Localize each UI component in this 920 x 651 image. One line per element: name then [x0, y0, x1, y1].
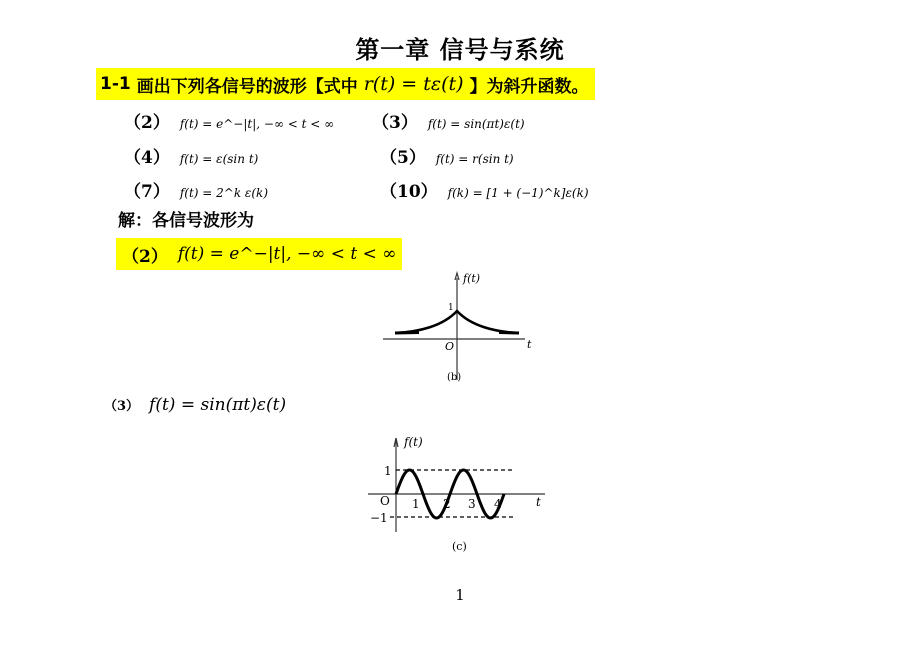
x-tick-2: 2 [443, 497, 451, 511]
item-10 [380, 177, 589, 202]
item-5 [380, 143, 514, 168]
solution-label: （2） [122, 246, 168, 267]
figure-b [375, 268, 545, 386]
item-label: （4） [124, 148, 170, 168]
x-tick-1: 1 [412, 497, 420, 511]
solution-part-3 [104, 395, 286, 415]
figure-c [360, 428, 555, 558]
y-pos-label: 1 [384, 464, 392, 478]
item-label: （2） [124, 113, 170, 133]
item-formula: f(t) = e^−|t|, −∞ < t < ∞ [179, 117, 335, 131]
problem-text-after: 】为斜升函数。 [469, 76, 589, 97]
item-label: （10） [380, 182, 438, 202]
item-2 [124, 108, 334, 133]
x-label: t [527, 338, 532, 351]
left-tail [395, 333, 419, 334]
item-formula: f(t) = 2^k ε(k) [179, 186, 269, 200]
item-label: （3） [372, 113, 418, 133]
origin-label: O [380, 494, 390, 508]
x-tick-4: 4 [494, 497, 502, 511]
ramp-formula: r(t) = tε(t) [363, 73, 464, 95]
solution-heading: 解：各信号波形为 [118, 211, 254, 231]
item-formula: f(t) = r(sin t) [435, 152, 514, 166]
right-tail [499, 333, 519, 334]
item-formula: f(t) = ε(sin t) [179, 152, 259, 166]
item-label: （7） [124, 182, 170, 202]
problem-statement [96, 68, 595, 100]
x-label: t [536, 495, 541, 509]
y-label: f(t) [404, 435, 423, 449]
caption-b: (b) [447, 372, 462, 383]
caption-c: (c) [452, 540, 467, 553]
y-neg-label: −1 [370, 511, 388, 525]
item-7 [124, 177, 268, 202]
problem-number: 1-1 [100, 74, 131, 94]
page-title: 第一章 信号与系统 [355, 36, 565, 64]
item-formula: f(k) = [1 + (−1)^k]ε(k) [447, 186, 589, 200]
solution-formula: f(t) = e^−|t|, −∞ < t < ∞ [177, 244, 397, 264]
item-label: （5） [380, 148, 426, 168]
item-3 [372, 108, 525, 133]
peak-label: 1 [448, 303, 454, 313]
solution-part-2 [116, 238, 402, 270]
item-4 [124, 143, 258, 168]
solution-label: （3） [104, 399, 140, 414]
item-formula: f(t) = sin(πt)ε(t) [427, 117, 525, 131]
solution-formula: f(t) = sin(πt)ε(t) [149, 395, 287, 415]
origin-label: O [445, 340, 455, 353]
x-tick-3: 3 [468, 497, 476, 511]
y-label: f(t) [463, 272, 481, 285]
problem-text-before: 画出下列各信号的波形【式中 [136, 76, 358, 97]
page-number: 1 [455, 586, 465, 604]
